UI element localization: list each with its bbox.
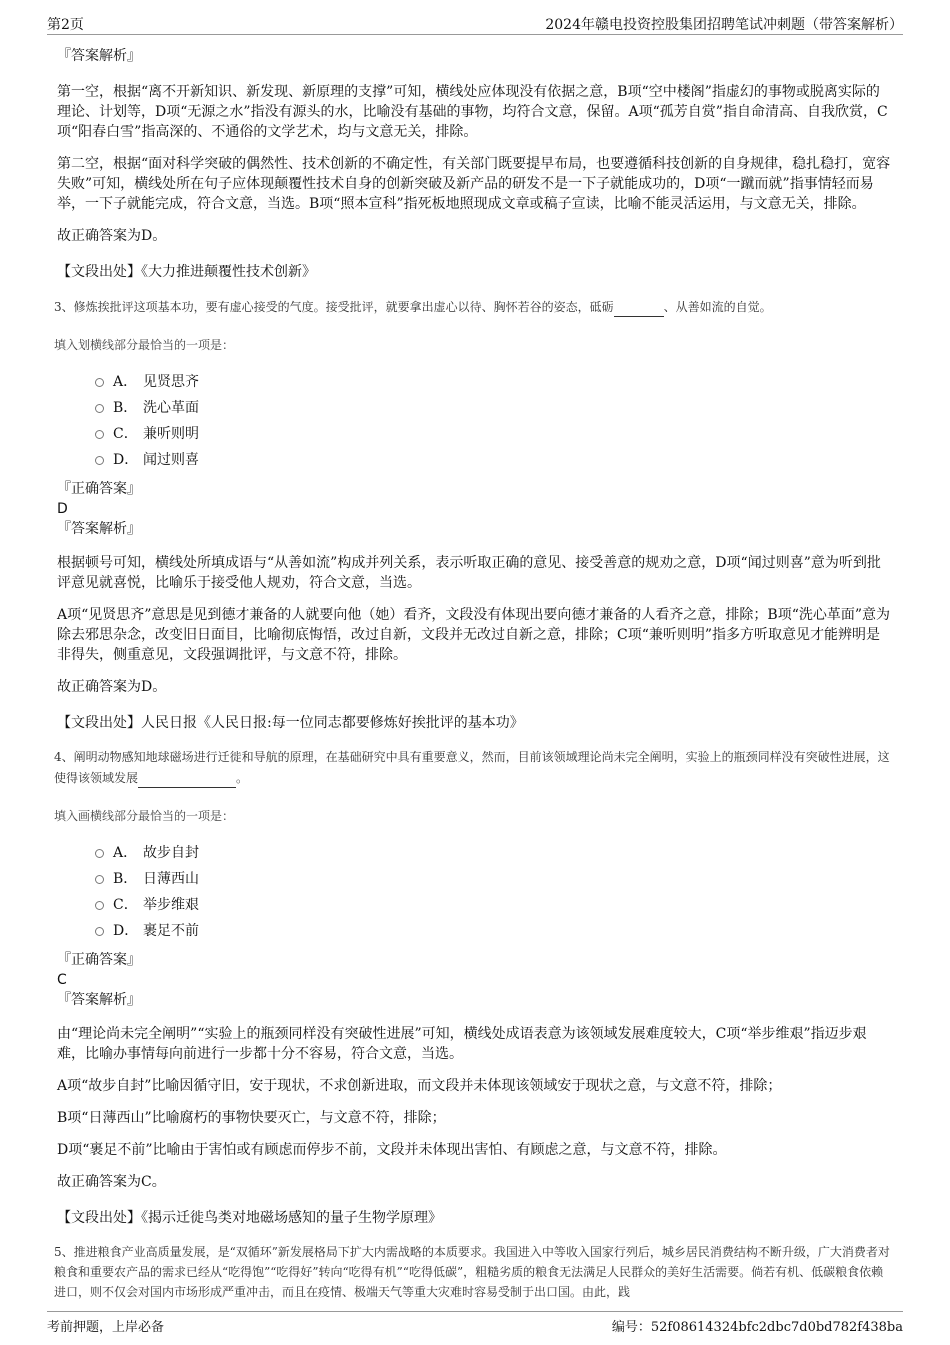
- q3-option-b[interactable]: [95, 395, 891, 421]
- q4-correct-label: 『正确答案』: [57, 952, 141, 968]
- radio-icon[interactable]: [95, 901, 104, 910]
- q3-stem-before: 3、修炼挨批评这项基本功，要有虚心接受的气度。接受批评，就要拿出虚心以待、胸怀若谷的姿态，砥砺: [54, 300, 614, 314]
- option-text: 见贤思齐: [143, 374, 199, 390]
- radio-icon[interactable]: [95, 456, 104, 465]
- page-content: [54, 46, 891, 1302]
- option-letter: A．: [113, 374, 138, 390]
- radio-icon[interactable]: [95, 849, 104, 858]
- q4-stem-after: 。: [236, 771, 249, 785]
- footer-slogan: 考前押题，上岸必备: [47, 1320, 165, 1335]
- q4-option-c[interactable]: [95, 892, 891, 918]
- page-footer: [47, 1311, 903, 1336]
- q3-analysis-p1: 根据顿号可知，横线处所填成语与“从善如流”构成并列关系，表示听取正确的意见、接受善意的规劝之意，D项“闻过则喜”意为听到批评意见就喜悦，比喻乐于接受他人规劝，符合文意，当选。: [57, 555, 881, 591]
- q3-prompt: 填入划横线部分最恰当的一项是：: [54, 338, 235, 352]
- q3-option-d[interactable]: [95, 447, 891, 473]
- radio-icon[interactable]: [95, 875, 104, 884]
- q4-stem-before: 4、阐明动物感知地球磁场进行迁徙和导航的原理，在基础研究中具有重要意义，然而，目前该领域理论尚未完全阐明，实验上的瓶颈同样没有突破性进展，这使得该领域发展: [54, 750, 890, 785]
- q4-option-d[interactable]: [95, 918, 891, 944]
- q3-stem: [54, 296, 891, 317]
- q4-analysis-p4: D项“裹足不前”比喻由于害怕或有顾虑而停步不前，文段并未体现出害怕、有顾虑之意，与文意不符，排除。: [57, 1142, 727, 1158]
- option-letter: C．: [113, 897, 138, 913]
- q4-analysis-label: 『答案解析』: [57, 992, 141, 1008]
- q3-options: [95, 369, 891, 473]
- q2-source: 【文段出处】《大力推进颠覆性技术创新》: [57, 264, 316, 280]
- radio-icon[interactable]: [95, 430, 104, 439]
- q3-conclusion: 故正确答案为D。: [57, 679, 167, 695]
- q4-conclusion: 故正确答案为C。: [57, 1174, 166, 1190]
- option-text: 兼听则明: [143, 426, 199, 442]
- q3-correct-answer: D: [57, 501, 68, 517]
- q3-source: 【文段出处】人民日报《人民日报:每一位同志都要修炼好挨批评的基本功》: [57, 715, 524, 731]
- document-serial: 编号：52f08614324bfc2dbc7d0bd782f438ba: [611, 1320, 903, 1335]
- q4-analysis-p2: A项“故步自封”比喻因循守旧，安于现状，不求创新进取，而文段并未体现该领域安于现状之意，与文意不符，排除；: [57, 1078, 782, 1094]
- option-letter: B．: [113, 871, 138, 887]
- option-letter: C．: [113, 426, 138, 442]
- option-letter: B．: [113, 400, 138, 416]
- option-text: 举步维艰: [143, 897, 199, 913]
- q3-analysis-p2: A项“见贤思齐”意思是见到德才兼备的人就要向他（她）看齐，文段没有体现出要向德才兼备的人看齐之意，排除；B项“洗心革面”意为除去邪思杂念，改变旧日面目，比喻彻底悔悟，改过自新，文段并无改过自新之意，排除；C项“兼听则明”指多方听取意见才能辨明是非得失，侧重意见，文段强调批评，与文意不符，排除。: [57, 607, 891, 663]
- q4-blank: [138, 767, 236, 788]
- q4-options: [95, 840, 891, 944]
- q4-stem: [54, 747, 891, 788]
- q3-option-c[interactable]: [95, 421, 891, 447]
- page-header: [47, 12, 903, 35]
- document-title: 2024年赣电投资控股集团招聘笔试冲刺题（带答案解析）: [545, 17, 903, 33]
- radio-icon[interactable]: [95, 927, 104, 936]
- page-number: 第2页: [47, 17, 84, 33]
- q2-conclusion: 故正确答案为D。: [57, 228, 167, 244]
- q3-option-a[interactable]: [95, 369, 891, 395]
- q4-analysis-p1: 由“理论尚未完全阐明”“实验上的瓶颈同样没有突破性进展”可知，横线处成语表意为该领域发展难度较大，C项“举步维艰”指迈步艰难，比喻办事情每向前进行一步都十分不容易，符合文意，当选。: [57, 1026, 867, 1062]
- option-text: 洗心革面: [143, 400, 199, 416]
- radio-icon[interactable]: [95, 404, 104, 413]
- q3-correct-label: 『正确答案』: [57, 481, 141, 497]
- q2-analysis-p2: 第二空，根据“面对科学突破的偶然性、技术创新的不确定性，有关部门既要提早布局，也要遵循科技创新的自身规律，稳扎稳打，宽容失败”可知，横线处所在句子应体现颠覆性技术自身的创新突破及新产品的研发不是一下子就能成功的，D项“一蹴而就”指事情轻而易举，一下子就能完成，符合文意，当选。B项“照本宣科”指死板地照现成文章或稿子宣读，比喻不能灵活运用，与文意无关，排除。: [57, 156, 891, 212]
- q2-analysis-p1: 第一空，根据“离不开新知识、新发现、新原理的支撑”可知，横线处应体现没有依据之意，B项“空中楼阁”指虚幻的事物或脱离实际的理论、计划等，D项“无源之水”指没有源头的水，比喻没有基础的事物，均符合文意，保留。A项“孤芳自赏”指自命清高、自我欣赏，C项“阳春白雪”指高深的、不通俗的文学艺术，均与文意无关，排除。: [57, 84, 888, 140]
- option-text: 故步自封: [143, 845, 199, 861]
- option-letter: A．: [113, 845, 138, 861]
- option-letter: D．: [113, 923, 139, 939]
- radio-icon[interactable]: [95, 378, 104, 387]
- option-letter: D．: [113, 452, 139, 468]
- option-text: 裹足不前: [143, 923, 199, 939]
- option-text: 日薄西山: [143, 871, 199, 887]
- q5-stem: 5、推进粮食产业高质量发展，是“双循环”新发展格局下扩大内需战略的本质要求。我国进入中等收入国家行列后，城乡居民消费结构不断升级，广大消费者对粮食和重要农产品的需求已经从“吃得饱”“吃得好”转向“吃得有机”“吃得低碳”，粗糙劣质的粮食无法满足人民群众的美好生活需要。倘若有机、低碳粮食依赖进口，则不仅会对国内市场形成严重冲击，而且在疫情、极端天气等重大灾难时容易受制于出口国。由此，践: [54, 1245, 890, 1299]
- q4-correct-answer: C: [57, 972, 67, 988]
- q4-prompt: 填入画横线部分最恰当的一项是：: [54, 809, 235, 823]
- q2-analysis-label: 『答案解析』: [57, 48, 141, 64]
- q4-option-a[interactable]: [95, 840, 891, 866]
- q4-source: 【文段出处】《揭示迁徙鸟类对地磁场感知的量子生物学原理》: [57, 1210, 442, 1226]
- q4-analysis-p3: B项“日薄西山”比喻腐朽的事物快要灭亡，与文意不符，排除；: [57, 1110, 446, 1126]
- q3-blank: [614, 296, 664, 317]
- q3-analysis-label: 『答案解析』: [57, 521, 141, 537]
- q4-option-b[interactable]: [95, 866, 891, 892]
- option-text: 闻过则喜: [143, 452, 199, 468]
- q3-stem-after: 、从善如流的自觉。: [663, 300, 772, 314]
